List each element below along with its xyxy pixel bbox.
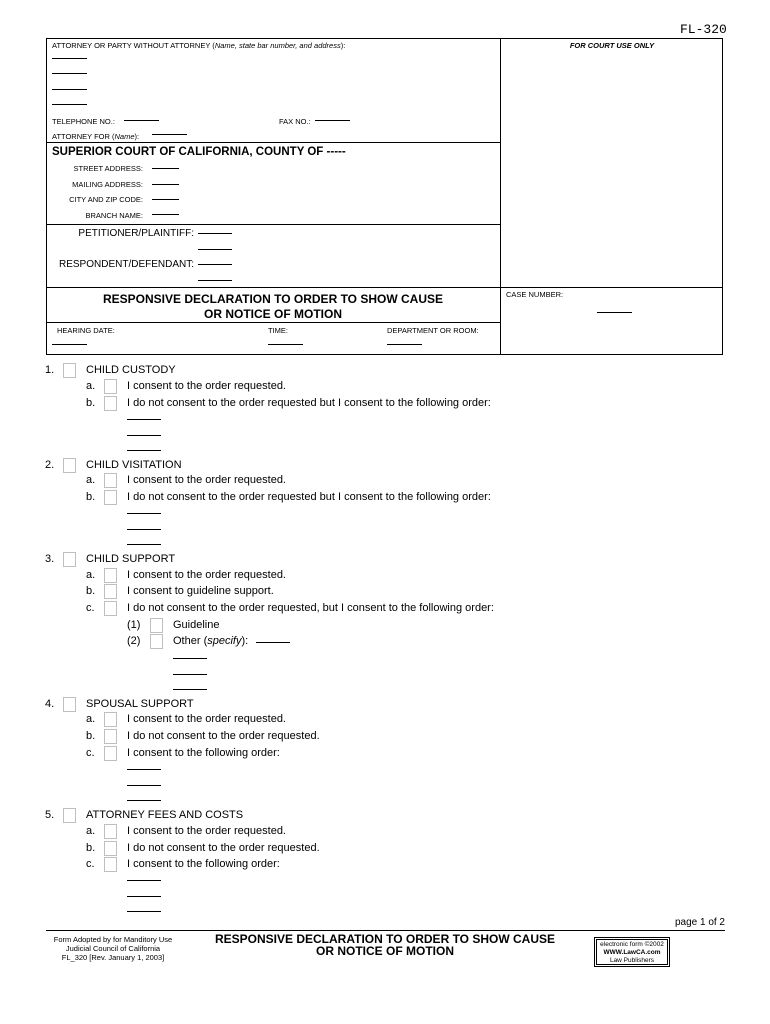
- section-3c2-text: Other (specify):: [173, 635, 249, 647]
- section-4a-text: I consent to the order requested.: [127, 713, 286, 725]
- petitioner-label: PETITIONER/PLAINTIFF:: [78, 228, 194, 239]
- section-2a-text: I consent to the order requested.: [127, 474, 286, 486]
- section-2a-checkbox[interactable]: [104, 473, 117, 488]
- section-1-line-2[interactable]: [127, 435, 161, 436]
- respondent-field[interactable]: [198, 264, 232, 265]
- section-3c-letter: c.: [86, 602, 95, 614]
- fax-field[interactable]: [315, 120, 350, 121]
- section-5-title: ATTORNEY FEES AND COSTS: [86, 809, 244, 821]
- attorney-line-3[interactable]: [52, 89, 87, 90]
- city-label: CITY AND ZIP CODE:: [69, 195, 143, 204]
- section-5b-checkbox[interactable]: [104, 841, 117, 856]
- section-2-line-2[interactable]: [127, 529, 161, 530]
- section-5a-letter: a.: [86, 825, 96, 837]
- section-4c-checkbox[interactable]: [104, 746, 117, 761]
- section-4c-text: I consent to the following order:: [127, 747, 280, 759]
- mailing-field[interactable]: [152, 184, 179, 185]
- stamp-line-1: electronic form ©2002: [600, 941, 664, 948]
- section-4b-letter: b.: [86, 730, 96, 742]
- rule-parties: [46, 224, 500, 225]
- branch-field[interactable]: [152, 214, 179, 215]
- section-1a-checkbox[interactable]: [104, 379, 117, 394]
- stamp-line-2: WWW.LawCA.com: [603, 949, 661, 956]
- section-1a-letter: a.: [86, 380, 96, 392]
- branch-label: BRANCH NAME:: [85, 211, 143, 220]
- hearing-date-field[interactable]: [52, 344, 87, 345]
- fax-label: FAX NO.:: [279, 117, 311, 126]
- city-field[interactable]: [152, 199, 179, 200]
- street-label: STREET ADDRESS:: [73, 164, 143, 173]
- section-2-line-3[interactable]: [127, 544, 161, 545]
- section-5-checkbox[interactable]: [63, 808, 76, 823]
- attorney-label: ATTORNEY OR PARTY WITHOUT ATTORNEY (Name, state bar number, and address):: [52, 41, 346, 50]
- section-1a-text: I consent to the order requested.: [127, 380, 286, 392]
- section-1-number: 1.: [45, 364, 55, 376]
- section-3a-letter: a.: [86, 569, 96, 581]
- section-1-line-1[interactable]: [127, 419, 161, 420]
- section-3-line-2[interactable]: [173, 674, 207, 675]
- section-5-line-3[interactable]: [127, 911, 161, 912]
- section-3c1-checkbox[interactable]: [150, 618, 163, 633]
- stamp-line-3: Law Publishers: [609, 957, 655, 964]
- time-label: TIME:: [268, 326, 288, 335]
- page-number: page 1 of 2: [674, 917, 725, 928]
- rule-hearing: [46, 322, 500, 323]
- section-4b-checkbox[interactable]: [104, 729, 117, 744]
- department-label: DEPARTMENT OR ROOM:: [387, 326, 479, 335]
- section-3c-checkbox[interactable]: [104, 601, 117, 616]
- section-5-number: 5.: [45, 809, 55, 821]
- hearing-date-label: HEARING DATE:: [57, 326, 115, 335]
- section-4c-letter: c.: [86, 747, 95, 759]
- section-5-line-2[interactable]: [127, 896, 161, 897]
- section-3c2-checkbox[interactable]: [150, 634, 163, 649]
- rule-court: [46, 142, 500, 143]
- section-3c2-number: (2): [127, 635, 141, 647]
- section-3c1-number: (1): [127, 619, 141, 631]
- form-code: FL-320: [680, 22, 727, 37]
- section-4a-checkbox[interactable]: [104, 712, 117, 727]
- attorney-line-2[interactable]: [52, 73, 87, 74]
- section-2b-checkbox[interactable]: [104, 490, 117, 505]
- section-3-line-1[interactable]: [173, 658, 207, 659]
- section-4-line-3[interactable]: [127, 800, 161, 801]
- department-field[interactable]: [387, 344, 422, 345]
- section-3-title: CHILD SUPPORT: [86, 553, 176, 565]
- section-3-number: 3.: [45, 553, 55, 565]
- section-3c-text: I do not consent to the order requested, but I consent to the following order:: [127, 602, 494, 614]
- section-5-line-1[interactable]: [127, 880, 161, 881]
- footer-adopted: Form Adopted by for Manditory Use Judicial Council of California FL_320 [Rev. January 1, 2003]: [53, 935, 173, 962]
- case-number-field[interactable]: [597, 312, 632, 313]
- telephone-label: TELEPHONE NO.:: [52, 117, 115, 126]
- section-2b-letter: b.: [86, 491, 96, 503]
- section-3-line-3[interactable]: [173, 689, 207, 690]
- section-3c2-specify-field[interactable]: [256, 642, 290, 643]
- section-5b-text: I do not consent to the order requested.: [127, 842, 320, 854]
- petitioner-field-2[interactable]: [198, 249, 232, 250]
- petitioner-field[interactable]: [198, 233, 232, 234]
- section-1-title: CHILD CUSTODY: [86, 364, 176, 376]
- section-4a-letter: a.: [86, 713, 96, 725]
- section-3a-text: I consent to the order requested.: [127, 569, 286, 581]
- section-5a-text: I consent to the order requested.: [127, 825, 286, 837]
- section-4b-text: I do not consent to the order requested.: [127, 730, 320, 742]
- attorney-line-1[interactable]: [52, 58, 87, 59]
- form-title: RESPONSIVE DECLARATION TO ORDER TO SHOW CAUSE OR NOTICE OF MOTION: [102, 292, 444, 321]
- section-3b-letter: b.: [86, 585, 96, 597]
- section-5c-text: I consent to the following order:: [127, 858, 280, 870]
- footer-rule: [46, 930, 725, 931]
- case-number-label: CASE NUMBER:: [506, 290, 564, 299]
- section-4-title: SPOUSAL SUPPORT: [86, 698, 194, 710]
- attorney-line-4[interactable]: [52, 104, 87, 105]
- section-1-line-3[interactable]: [127, 450, 161, 451]
- section-5b-letter: b.: [86, 842, 96, 854]
- caption-divider: [500, 38, 501, 355]
- time-field[interactable]: [268, 344, 303, 345]
- publisher-stamp: [594, 937, 670, 967]
- section-1b-letter: b.: [86, 397, 96, 409]
- respondent-field-2[interactable]: [198, 280, 232, 281]
- telephone-field[interactable]: [124, 120, 159, 121]
- section-1b-text: I do not consent to the order requested but I consent to the following order:: [127, 397, 491, 409]
- footer-title: RESPONSIVE DECLARATION TO ORDER TO SHOW CAUSE OR NOTICE OF MOTION: [214, 932, 556, 958]
- section-2-number: 2.: [45, 459, 55, 471]
- court-title: SUPERIOR COURT OF CALIFORNIA, COUNTY OF -----: [52, 146, 346, 158]
- section-1b-checkbox[interactable]: [104, 396, 117, 411]
- section-2b-text: I do not consent to the order requested but I consent to the following order:: [127, 491, 491, 503]
- mailing-label: MAILING ADDRESS:: [72, 180, 143, 189]
- section-2-checkbox[interactable]: [63, 458, 76, 473]
- attorney-for-field[interactable]: [152, 134, 187, 135]
- section-2a-letter: a.: [86, 474, 96, 486]
- section-3c1-text: Guideline: [173, 619, 220, 631]
- section-2-title: CHILD VISITATION: [86, 459, 182, 471]
- section-3b-text: I consent to guideline support.: [127, 585, 274, 597]
- section-4-line-1[interactable]: [127, 769, 161, 770]
- section-5c-letter: c.: [86, 858, 95, 870]
- court-use-label: FOR COURT USE ONLY: [569, 41, 655, 50]
- section-5a-checkbox[interactable]: [104, 824, 117, 839]
- section-3b-checkbox[interactable]: [104, 584, 117, 599]
- section-2-line-1[interactable]: [127, 513, 161, 514]
- section-4-line-2[interactable]: [127, 785, 161, 786]
- street-field[interactable]: [152, 168, 179, 169]
- section-3a-checkbox[interactable]: [104, 568, 117, 583]
- respondent-label: RESPONDENT/DEFENDANT:: [58, 259, 194, 270]
- section-5c-checkbox[interactable]: [104, 857, 117, 872]
- section-4-checkbox[interactable]: [63, 697, 76, 712]
- section-4-number: 4.: [45, 698, 55, 710]
- section-3-checkbox[interactable]: [63, 552, 76, 567]
- rule-title: [46, 287, 723, 288]
- section-1-checkbox[interactable]: [63, 363, 76, 378]
- attorney-for-label: ATTORNEY FOR (Name):: [52, 132, 140, 141]
